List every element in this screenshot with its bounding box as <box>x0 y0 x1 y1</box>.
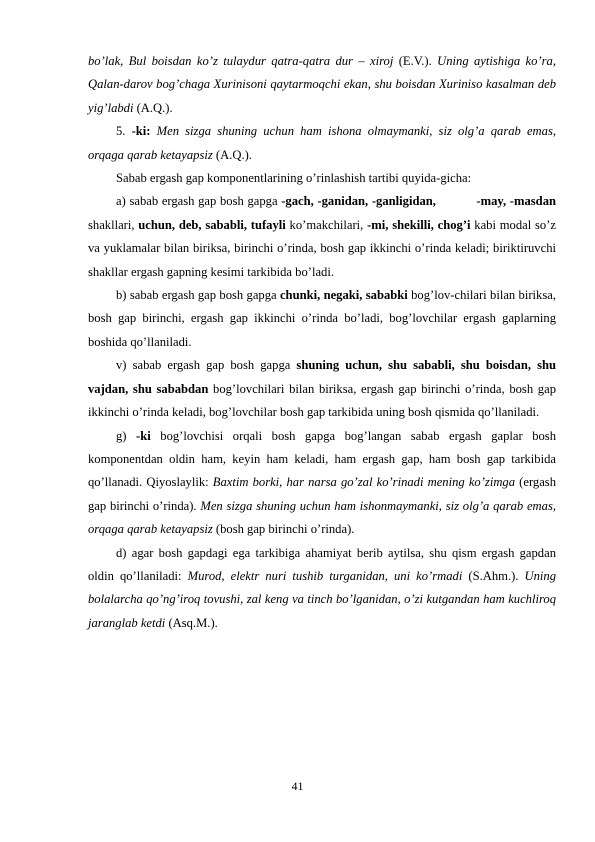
document-body <box>88 50 556 635</box>
example-quote: Murod, elektr nuri tushib turganidan, uni ko’rmadi <box>187 568 463 583</box>
paragraph-item-5: 5. -ki: Men sizga shuning uchun ham ishona olmaymanki, siz olg’a qarab emas, orqaga qarab ketayapsiz (A.Q.). <box>88 124 556 162</box>
paragraph-rule-v: v) sabab ergash gap bosh gapga shuning uchun, shu sababli, shu boisdan, shu vajdan, shu sababdan bog’lovchilari bilan biriksa, ergash gap birinchi o’rinda, bosh gap ikkinchi o’rinda keladi, bog’lovchilar bosh gap tarkibida uning bosh qismida qo’llaniladi. <box>88 358 556 420</box>
grammar-term: shuning uchun, shu sababli, shu boisdan, shu vajdan, shu sababdan <box>88 358 556 396</box>
paragraph-rule-g: g) -ki bog’lovchisi orqali bosh gapga bog’langan sabab ergash gaplar bosh komponentdan oldin ham, keyin ham keladi, ham ergash gap, ham bosh gap tarkibida qo’llanadi. Qiyoslaylik: Baxtim borki, har narsa go’zal ko’rinadi mening ko’zimga (ergash gap birinchi o’rinda). Men sizga shuning uchun ham ishonmaymanki, siz olg’a qarab emas, orqaga qarab ketayapsiz (bosh gap birinchi o’rinda). <box>88 428 556 537</box>
grammar-term: -ki: <box>131 124 151 139</box>
paragraph-intro: Sabab ergash gap komponentlarining o’rinlashish tartibi quyida-gicha: <box>116 171 472 186</box>
paragraph-rule-b: b) sabab ergash gap bosh gapga chunki, negaki, sababki bog’lov-chilari bilan biriksa, bosh gap birinchi, ergash gap ikkinchi o’rinda bo’ladi, bog’lovchilar ergash gaplarning boshida qo’llaniladi. <box>88 288 556 349</box>
paragraph-rule-d: d) agar bosh gapdagi ega tarkibiga ahamiyat berib aytilsa, shu qism ergash gapdan oldin qo’llaniladi: Murod, elektr nuri tushib turganidan, uni ko’rmadi (S.Ahm.). Uning bolalarcha qo’ng’iroq tovushi, zal keng va tinch bo’lganidan, o’zi kutgandan ham kuchliroq jaranglab ketdi (Asq.M.). <box>88 545 556 630</box>
example-quote: Uning bolalarcha qo’ng’iroq tovushi, zal keng va tinch bo’lganidan, o’zi kutgandan ham kuchliroq jaranglab ketdi <box>88 568 556 630</box>
paragraph-rule-a: a) sabab ergash gap bosh gapga -gach, -ganidan, -ganligidan, -may, -masdan shakllari, uchun, deb, sababli, tufayli ko’makchilari, -mi, shekilli, chog’i kabi modal so’z va yuklamalar bilan biriksa, birinchi o’rinda, bosh gap ikkinchi o’rinda keladi; biriktiruvchi shakllar ergash gapning kesimi tarkibida bo’ladi. <box>88 194 556 279</box>
grammar-term: -gach, -ganidan, -ganligidan, <box>281 194 436 209</box>
grammar-term: -ki <box>136 428 151 443</box>
paragraph-example-continuation: bo’lak, Bul boisdan ko’z tulaydur qatra-qatra dur – xiroj (E.V.). Uning aytishiga ko’ra, Qalan-darov bog’chaga Xurinisoni qaytarmoqchi ekan, shu boisdan Xuriniso kasalman deb yig’labdi (A.Q.). <box>88 54 556 115</box>
grammar-term: -may, -masdan <box>476 194 556 209</box>
page-number: 41 <box>291 779 304 793</box>
example-quote: Men sizga shuning uchun ham ishonmaymanki, siz olg’a qarab emas, orqaga qarab ketayapsiz <box>88 498 556 537</box>
example-quote: bo’lak, Bul boisdan ko’z tulaydur qatra-qatra dur – xiroj <box>88 54 394 68</box>
example-quote: Uning aytishiga ko’ra, Qalan-darov bog’chaga Xurinisoni qaytarmoqchi ekan, shu boisdan Xuriniso kasalman deb yig’labdi <box>88 54 556 115</box>
example-quote: Baxtim borki, har narsa go’zal ko’rinadi mening ko’zimga <box>212 475 516 490</box>
example-quote: Men sizga shuning uchun ham ishona olmaymanki, siz olg’a qarab emas, orqaga qarab ketayapsiz <box>88 124 556 162</box>
grammar-term: uchun, deb, sababli, tufayli <box>138 217 286 232</box>
grammar-term: chunki, negaki, sababki <box>279 288 408 303</box>
grammar-term: -mi, shekilli, chog’i <box>367 217 471 232</box>
